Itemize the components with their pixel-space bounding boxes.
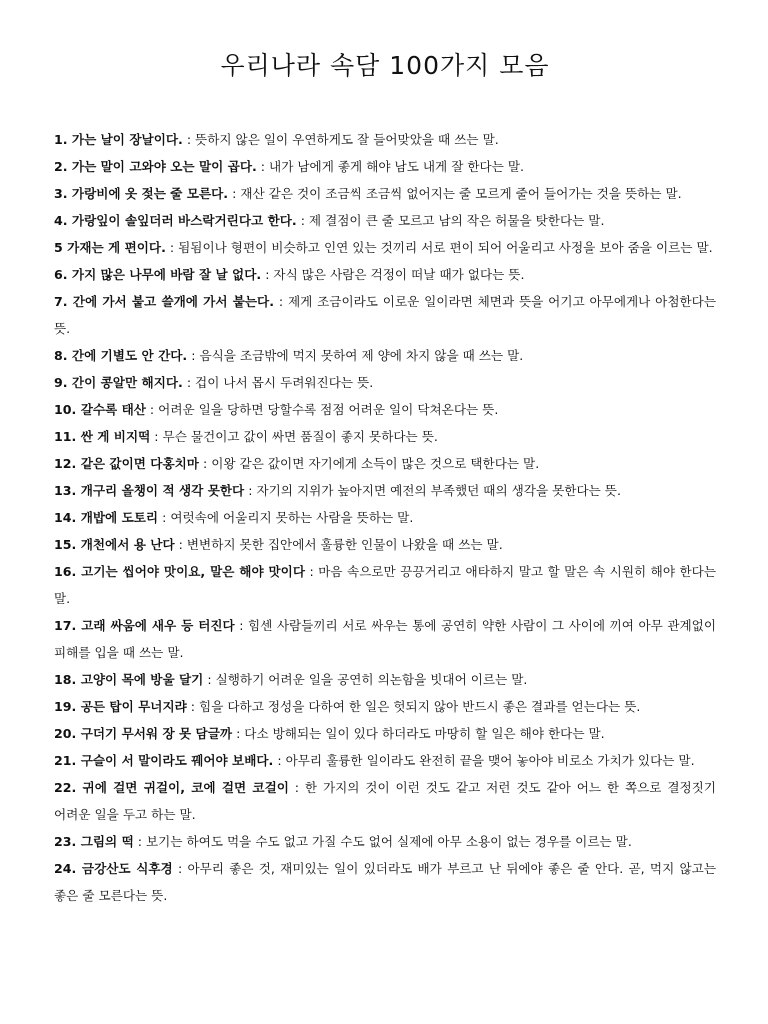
proverb-entry (54, 774, 716, 828)
proverb-term: 2. 가는 말이 고와야 오는 말이 곱다. (54, 159, 257, 174)
proverb-entry (54, 450, 716, 477)
proverb-term: 21. 구슬이 서 말이라도 꿰어야 보배다. (54, 753, 274, 768)
proverb-term: 4. 가랑잎이 솔잎더러 바스락거린다고 한다. (54, 213, 297, 228)
proverb-entry (54, 342, 716, 369)
proverb-term: 10. 갈수록 태산 (54, 402, 146, 417)
proverb-entry (54, 261, 716, 288)
proverb-entry (54, 747, 716, 774)
proverb-entry (54, 666, 716, 693)
proverb-meaning: : 겁이 나서 몹시 두려워진다는 뜻. (182, 375, 374, 390)
proverb-term: 15. 개천에서 용 난다 (54, 537, 175, 552)
proverb-term: 11. 싼 게 비지떡 (54, 429, 151, 444)
proverb-meaning: : 재산 같은 것이 조금씩 조금씩 없어지는 줄 모르게 줄어 들어가는 것을 뜻하는 말. (228, 186, 682, 201)
proverb-entry (54, 693, 716, 720)
proverb-meaning: : 한 가지의 것이 이런 것도 같고 저런 것도 같아 어느 한 쪽으로 결정짓기 어려운 일을 두고 하는 말. (54, 780, 716, 822)
proverb-meaning: : 제 결점이 큰 줄 모르고 남의 작은 허물을 탓한다는 말. (296, 213, 605, 228)
proverb-meaning: : 자기의 지위가 높아지면 예전의 부족했던 때의 생각을 못한다는 뜻. (244, 483, 621, 498)
proverb-entry (54, 153, 716, 180)
proverb-term: 5 가재는 게 편이다. (54, 240, 166, 255)
proverb-entry (54, 531, 716, 558)
proverb-term: 20. 구더기 무서워 장 못 담글까 (54, 726, 233, 741)
proverb-entry (54, 855, 716, 909)
proverb-entry (54, 423, 716, 450)
proverb-term: 9. 간이 콩알만 해지다. (54, 375, 183, 390)
proverb-term: 6. 가지 많은 나무에 바람 잘 날 없다. (54, 267, 262, 282)
proverb-meaning: : 다소 방해되는 일이 있다 하더라도 마땅히 할 일은 해야 한다는 말. (232, 726, 605, 741)
proverb-term: 18. 고양이 목에 방울 달기 (54, 672, 204, 687)
proverb-meaning: : 마음 속으로만 끙끙거리고 애타하지 말고 할 말은 속 시원히 해야 한다는 말. (54, 564, 716, 606)
proverb-entry (54, 612, 716, 666)
proverb-meaning: : 실행하기 어려운 일을 공연히 의논함을 빗대어 이르는 말. (203, 672, 528, 687)
proverb-entry (54, 828, 716, 855)
proverb-meaning: : 무슨 물건이고 값이 싸면 품질이 좋지 못하다는 뜻. (150, 429, 438, 444)
proverb-meaning: : 음식을 조금밖에 먹지 못하여 제 양에 차지 않을 때 쓰는 말. (187, 348, 524, 363)
proverb-meaning: : 변변하지 못한 집안에서 훌륭한 인물이 나왔을 때 쓰는 말. (174, 537, 503, 552)
proverb-entry (54, 369, 716, 396)
proverb-entry (54, 288, 716, 342)
proverb-term: 7. 간에 가서 붙고 쓸개에 가서 붙는다. (54, 294, 275, 309)
proverb-term: 14. 개밥에 도토리 (54, 510, 159, 525)
proverb-entry (54, 234, 716, 261)
proverb-term: 19. 공든 탑이 무너지랴 (54, 699, 187, 714)
proverb-meaning: : 제게 조금이라도 이로운 일이라면 체면과 뜻을 어기고 아무에게나 아첨한다는 뜻. (54, 294, 716, 336)
document-title: 우리나라 속담 100가지 모음 (220, 51, 550, 80)
proverb-entry (54, 207, 716, 234)
proverb-term: 3. 가랑비에 옷 젖는 줄 모른다. (54, 186, 229, 201)
proverb-entry (54, 558, 716, 612)
proverb-term: 13. 개구리 올챙이 적 생각 못한다 (54, 483, 245, 498)
proverb-term: 22. 귀에 걸면 귀걸이, 코에 걸면 코걸이 (54, 780, 289, 795)
proverb-term: 12. 같은 값이면 다홍치마 (54, 456, 199, 471)
proverb-entry (54, 720, 716, 747)
proverb-term: 23. 그림의 떡 (54, 834, 134, 849)
proverb-term: 16. 고기는 씹어야 맛이요, 말은 해야 맛이다 (54, 564, 305, 579)
proverb-term: 8. 간에 기별도 안 간다. (54, 348, 188, 363)
proverb-meaning: : 힘센 사람들끼리 서로 싸우는 통에 공연히 약한 사람이 그 사이에 끼여 아무 관계없이 피해를 입을 때 쓰는 말. (54, 618, 716, 660)
proverb-meaning: : 어려운 일을 당하면 당할수록 점점 어려운 일이 닥쳐온다는 뜻. (145, 402, 499, 417)
proverb-meaning: : 아무리 좋은 것, 재미있는 일이 있더라도 배가 부르고 난 뒤에야 좋은 줄 안다. 곧, 먹지 않고는 좋은 줄 모른다는 뜻. (54, 861, 716, 903)
proverb-entry (54, 396, 716, 423)
proverb-term: 17. 고래 싸움에 새우 등 터진다 (54, 618, 235, 633)
proverb-meaning: : 자식 많은 사람은 걱정이 떠날 때가 없다는 뜻. (261, 267, 525, 282)
proverb-meaning: : 힘을 다하고 정성을 다하여 한 일은 헛되지 않아 반드시 좋은 결과를 얻는다는 뜻. (186, 699, 641, 714)
proverb-entry (54, 504, 716, 531)
proverb-meaning: : 아무리 훌륭한 일이라도 완전히 끝을 맺어 놓아야 비로소 가치가 있다는 말. (273, 753, 695, 768)
proverb-meaning: : 뜻하지 않은 일이 우연하게도 잘 들어맞았을 때 쓰는 말. (182, 132, 499, 147)
proverb-meaning: : 이왕 같은 값이면 자기에게 소득이 많은 것으로 택한다는 말. (198, 456, 540, 471)
proverb-term: 1. 가는 날이 장날이다. (54, 132, 183, 147)
proverb-meaning: : 됨됨이나 형편이 비슷하고 인연 있는 것끼리 서로 편이 되어 어울리고 사정을 보아 줌을 이르는 말. (165, 240, 713, 255)
proverb-entry (54, 126, 716, 153)
proverb-meaning: : 보기는 하여도 먹을 수도 없고 가질 수도 없어 실제에 아무 소용이 없는 경우를 이르는 말. (133, 834, 632, 849)
proverb-meaning: : 내가 남에게 좋게 해야 남도 내게 잘 한다는 말. (256, 159, 525, 174)
proverb-term: 24. 금강산도 식후경 (54, 861, 173, 876)
proverb-list (54, 126, 716, 909)
proverb-entry (54, 477, 716, 504)
proverb-meaning: : 여럿속에 어울리지 못하는 사람을 뜻하는 말. (158, 510, 414, 525)
proverb-entry (54, 180, 716, 207)
